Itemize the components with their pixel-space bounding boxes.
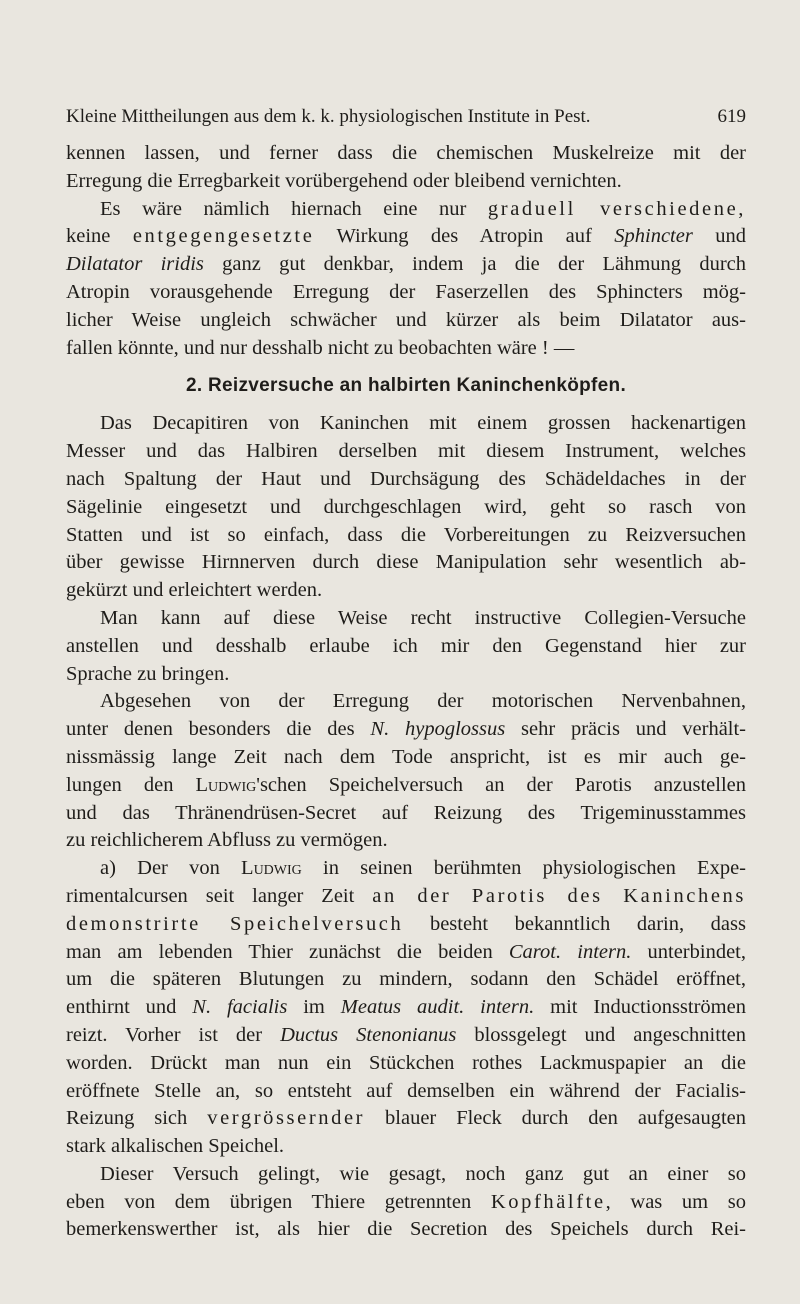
- text-line: eröffnete Stelle an, so entsteht auf demselben ein während der Facialis-: [66, 1079, 746, 1102]
- text-line: keine entgegengesetzte Wirkung des Atropin auf Sphincter und: [66, 225, 746, 248]
- text-line: Das Decapitiren von Kaninchen mit einem grossen hackenartigen: [100, 412, 746, 435]
- text-line: Messer und das Halbiren derselben mit diesem Instrument, welches: [66, 440, 746, 463]
- text-line: und das Thränendrüsen-Secret auf Reizung des Trigeminusstammes: [66, 801, 746, 824]
- paragraph-1: [66, 140, 746, 196]
- text-line: Sägelinie eingesetzt und durchgeschlagen wird, geht so rasch von: [66, 495, 746, 518]
- body-text: [66, 140, 746, 1244]
- text-line: lungen den Ludwig'schen Speichelversuch an der Parotis anzustellen: [66, 773, 746, 796]
- text-line: man am lebenden Thier zunächst die beiden Carot. intern. unterbindet,: [66, 940, 746, 963]
- paragraph-4: [66, 605, 746, 688]
- text-line: eben von dem übrigen Thiere getrennten Kopfhälfte, was um so: [66, 1190, 746, 1213]
- italic-term: Sphincter: [614, 225, 693, 248]
- text-line: unter denen besonders die des N. hypoglossus sehr präcis und verhält-: [66, 718, 747, 741]
- spaced-emphasis: vergrössernder: [207, 1107, 366, 1130]
- text-line: gekürzt und erleichtert werden.: [66, 579, 323, 602]
- text-line: um die späteren Blutungen zu mindern, sodann den Schädel eröffnet,: [66, 968, 746, 991]
- text-line: zu reichlicherem Abfluss zu vermögen.: [66, 829, 388, 852]
- text-line: nissmässig lange Zeit nach dem Tode anspricht, ist es mir auch ge-: [66, 745, 746, 768]
- paragraph-7: [66, 1161, 746, 1244]
- text-line: stark alkalischen Speichel.: [66, 1135, 285, 1158]
- running-header: [66, 104, 746, 130]
- text-line: Man kann auf diese Weise recht instructive Collegien-Versuche: [100, 606, 746, 629]
- text-line: Atropin vorausgehende Erregung der Faserzellen des Sphincters mög-: [66, 280, 746, 303]
- italic-term: Meatus audit. intern.: [340, 996, 535, 1019]
- text-line: bemerkenswerther ist, als hier die Secretion des Speichels durch Rei-: [66, 1218, 746, 1241]
- text-line: kennen lassen, und ferner dass die chemischen Muskelreize mit der: [66, 142, 746, 164]
- italic-term: Carot. intern.: [508, 940, 632, 963]
- text-line: worden. Drückt man nun ein Stückchen rothes Lackmuspapier an die: [66, 1051, 746, 1074]
- spaced-emphasis: an der Parotis des Kaninchens: [372, 884, 746, 907]
- text-line: a) Der von Ludwig in seinen berühmten physiologischen Expe-: [100, 857, 747, 880]
- paragraph-3: [66, 410, 746, 605]
- text-line: Dieser Versuch gelingt, wie gesagt, noch ganz gut an einer so: [100, 1162, 746, 1185]
- section-heading: 2. Reizversuche an halbirten Kaninchenköpfen.: [185, 375, 627, 397]
- spaced-emphasis: demonstrirte Speichelversuch: [66, 912, 404, 935]
- paragraph-6: [66, 855, 746, 1161]
- text-line: nach Spaltung der Haut und Durchsägung des Schädeldaches in der: [66, 467, 746, 490]
- italic-term: Ductus Stenonianus: [280, 1023, 457, 1046]
- author-name: Ludwig: [241, 857, 302, 880]
- text-line: enthirnt und N. facialis im Meatus audit. intern. mit Inductionsströmen: [66, 996, 746, 1019]
- text-line: reizt. Vorher ist der Ductus Stenonianus blossgelegt und angeschnitten: [66, 1023, 746, 1046]
- page-number: 619: [717, 106, 746, 127]
- text-line: Sprache zu bringen.: [66, 662, 230, 685]
- italic-term: N. facialis: [192, 996, 288, 1019]
- text-line: Erregung die Erregbarkeit vorübergehend oder bleibend vernichten.: [66, 169, 622, 192]
- text-line: demonstrirte Speichelversuch besteht bekanntlich darin, dass: [66, 912, 746, 935]
- text-line: Abgesehen von der Erregung der motorischen Nervenbahnen,: [100, 690, 746, 713]
- paragraph-2: [66, 196, 746, 363]
- text-line: Es wäre nämlich hiernach eine nur graduell verschiedene,: [100, 197, 746, 220]
- text-line: fallen könnte, und nur desshalb nicht zu beobachten wäre ! —: [66, 336, 575, 359]
- running-title: Kleine Mittheilungen aus dem k. k. physiologischen Institute in Pest.: [66, 106, 591, 127]
- paragraph-5: [66, 688, 746, 855]
- spaced-emphasis: Kopfhälfte: [490, 1190, 606, 1213]
- italic-term: Dilatator iridis: [66, 253, 204, 276]
- spaced-emphasis: entgegengesetzte: [132, 225, 315, 248]
- text-line: Statten und ist so einfach, dass die Vorbereitungen zu Reizversuchen: [66, 523, 746, 546]
- text-line: Reizung sich vergrössernder blauer Fleck durch den aufgesaugten: [66, 1107, 746, 1130]
- text-line: Dilatator iridis ganz gut denkbar, indem ja die der Lähmung durch: [66, 253, 746, 276]
- text-line: licher Weise ungleich schwächer und kürzer als beim Dilatator aus-: [66, 308, 746, 331]
- spaced-emphasis: graduell verschiedene,: [487, 197, 746, 220]
- text-line: über gewisse Hirnnerven durch diese Manipulation sehr wesentlich ab-: [66, 551, 746, 574]
- author-name: Ludwig: [195, 773, 257, 796]
- text-line: rimentalcursen seit langer Zeit an der Parotis des Kaninchens: [66, 884, 746, 907]
- italic-term: N. hypoglossus: [370, 718, 506, 741]
- text-line: anstellen und desshalb erlaube ich mir den Gegenstand hier zur: [66, 634, 746, 657]
